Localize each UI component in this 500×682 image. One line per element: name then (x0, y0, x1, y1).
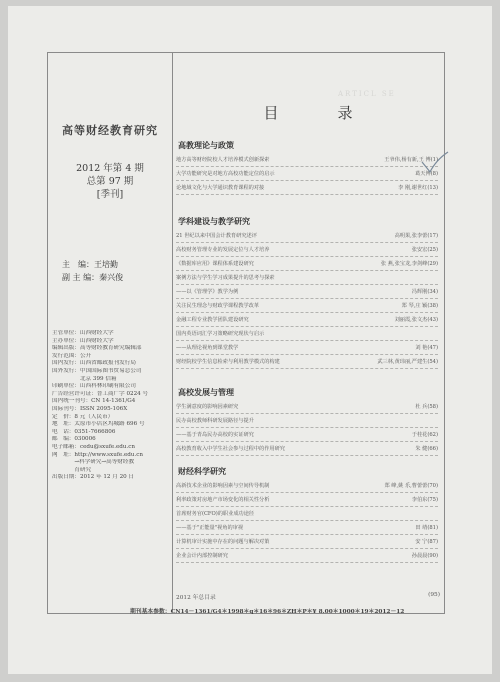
toc-entry-author: 田 靖(81) (415, 525, 438, 531)
toc-rule (176, 492, 438, 493)
toc-entry-title: 企业会计内部控制研究 (176, 553, 228, 559)
toc-entry-title: 案例方法与学生学习成果提升的思考与探索 (176, 275, 275, 281)
toc-rule (176, 194, 438, 195)
toc-entry (176, 260, 438, 269)
pub-info-line: 电子邮箱：cedu@sxufe.edu.cn (52, 443, 135, 450)
toc-entry-title: 金融工程专业教学团队建设研究 (176, 317, 249, 323)
toc-entry-author: 郑 琴,庄 颖(38) (401, 303, 438, 309)
pub-info-line: 定 价：8 元（人民币） (52, 413, 114, 420)
toc-rule (176, 455, 438, 456)
toc-rule (176, 284, 438, 285)
toc-entry-title: 《数据库应用》课程体系建设研究 (176, 261, 254, 267)
pub-info-line: 北京 399 信箱 (52, 375, 117, 382)
toc-rule (176, 520, 438, 521)
index-line (176, 592, 440, 601)
toc-entry-title: 利率政策对房地产市场变化的相关性分析 (176, 497, 270, 503)
toc-entry-author: 刘 艳(47) (415, 345, 438, 351)
toc-entry-title: 首席财务官(CFO)的职业成功途径 (176, 511, 255, 517)
toc-entry (176, 538, 438, 547)
pub-info-line: 编辑出版：高等财经教育研究编辑部 (52, 345, 142, 352)
toc-entry-title: ——以《管理学》教学为例 (176, 289, 239, 295)
toc-entry-title: 民办高校教师科研发展路径与提升 (176, 418, 254, 424)
toc-entry (176, 246, 438, 255)
toc-entry (176, 496, 438, 505)
deputy-editor: 副 主 编：秦兴俊 (62, 273, 124, 282)
toc-entry (176, 403, 438, 412)
issue-type: [季刊] (96, 189, 124, 200)
toc-rule (176, 312, 438, 313)
toc-rule (176, 427, 438, 428)
toc-entry (176, 232, 438, 241)
pub-info-line: 国内发行：山西省邮政报刊发行局 (52, 360, 136, 367)
issue-block (48, 162, 172, 201)
pub-info-line: 广告经营许可证：晋工商广字 0224 号 (52, 390, 149, 397)
toc-entry-title: ——从理论视角到课堂教学 (176, 345, 239, 351)
toc-entry-author: 杜 兵(58) (415, 404, 438, 410)
toc-entry-title: ——基于青岛民办高校的实证研究 (176, 432, 254, 438)
toc-section-heading: 高校发展与管理 (178, 387, 234, 397)
toc-entry (176, 358, 438, 367)
toc-entry-author: 孙晨晨(90) (411, 553, 438, 559)
toc-rule (176, 413, 438, 414)
issue-total: 总第 97 期 (86, 176, 134, 187)
toc-entry-title: 高校财务管理专业的发展定位与人才培养 (176, 247, 270, 253)
toc-entry-title: ——基于"正能量"视角的审视 (176, 525, 244, 531)
editors-block (62, 258, 123, 284)
toc-entry (176, 156, 438, 165)
column-divider (172, 52, 173, 612)
pub-info-line: 网 址：http://www.sxufe.edu.cn (52, 451, 143, 458)
toc-rule (176, 534, 438, 535)
toc-entry-title: 论地域文化与大学通识教育课程的对接 (176, 185, 265, 191)
toc-rule (176, 506, 438, 507)
toc-entry (176, 316, 438, 325)
toc-entry-author: 郑 峰,姚 乐,曹蕾蕾(70) (384, 483, 438, 489)
toc-rule (176, 340, 438, 341)
toc-entry (176, 510, 438, 519)
toc-entry (176, 431, 438, 440)
toc-entry-title: 21 世纪以来中国会计教育研究述评 (176, 233, 257, 239)
toc-title: 目 录 (263, 104, 375, 122)
toc-rule (176, 242, 438, 243)
toc-entry-author: 王爷伟,杨有新,王 博(1) (384, 157, 438, 163)
toc-entry-author: 武三林,黄玮丽,严建生(54) (377, 359, 438, 365)
toc-entry-author: 李伯东(75) (411, 497, 438, 503)
toc-rule (176, 368, 438, 369)
toc-entry-title: 计算机审计实施中存在的问题与解决对策 (176, 539, 270, 545)
journal-parameters: 期刊基本参数：CN14－1361/G4＊1998＊q＊16＊96＊ZH＊P＊¥ 8.00＊1000＊19＊2012－12 (130, 609, 405, 615)
pub-info-line: 邮 编：030006 (52, 436, 96, 443)
pub-info-line: 出版日期：2012 年 12 月 20 日 (52, 474, 135, 481)
toc-entry (176, 302, 438, 311)
journal-info-column (48, 52, 172, 612)
pub-info-line: 主办单位：山西财经大学 (52, 337, 114, 344)
toc-entry-author: 安 宁(87) (415, 539, 438, 545)
toc-entry-title: 大学功能研究是对地方高校功能定位的启示 (176, 171, 275, 177)
toc-entry-title: 财经院校学生信息检索与利用教学模式的构建 (176, 359, 280, 365)
index-page: (95) (428, 592, 440, 598)
toc-entry-title: 高新技术企业的影响因素与空间传导机制 (176, 483, 270, 489)
toc-entry-author: 张 燕,张宝龙,李剑峰(29) (380, 261, 438, 267)
toc-rule (176, 354, 438, 355)
toc-entry-author: 李 刚,谢世红(13) (398, 185, 438, 191)
toc-entry (176, 482, 438, 491)
toc-entry (176, 184, 438, 193)
chief-editor: 主 编：王培勤 (62, 260, 118, 269)
pub-info-line: 电 话：0351-7666806 (52, 428, 116, 435)
toc-entry-title: 关注民生理念与财政学课程教学改革 (176, 303, 260, 309)
toc-entry (176, 344, 438, 353)
toc-entry-author: 葛天博(8) (415, 171, 438, 177)
toc-rule (176, 298, 438, 299)
toc-entry (176, 552, 438, 561)
publication-info (52, 330, 172, 482)
toc-rule (176, 166, 438, 167)
toc-rule (176, 270, 438, 271)
pub-info-line: 印刷单位：山西科林印刷有限公司 (52, 383, 136, 390)
pub-info-line: 主管单位：山西财经大学 (52, 330, 114, 336)
toc-section-heading: 财经科学研究 (178, 466, 226, 476)
toc-rule (176, 256, 438, 257)
toc-entry (176, 445, 438, 454)
toc-entry-author: 朱 健(66) (415, 446, 438, 452)
toc-rule (176, 326, 438, 327)
toc-column (174, 52, 442, 612)
toc-entry (176, 170, 438, 179)
index-label: 2012 年总目录 (176, 595, 216, 601)
toc-entry-author: 高明果,张李蕾(17) (394, 233, 438, 239)
toc-entry-title: 地方高等财经院校人才培养模式创新探索 (176, 157, 270, 163)
toc-rule (176, 548, 438, 549)
pub-info-line: 国内统一刊号：CN 14-1361/G4 (52, 398, 136, 405)
toc-rule (176, 441, 438, 442)
issue-year: 2012 年第 4 期 (76, 163, 144, 174)
toc-entry-author: 刘丽霞,张文杰(43) (394, 317, 438, 323)
pub-info-line: 发行范围：公开 (52, 352, 92, 359)
toc-entry (176, 274, 438, 283)
toc-entry-title: 学生满意度的影响因素研究 (176, 404, 239, 410)
toc-entry (176, 330, 438, 339)
toc-section-heading: 学科建设与教学研究 (178, 216, 250, 226)
toc-entry-title: 国内英语词汇学习策略研究现状与启示 (176, 331, 265, 337)
journal-title: 高等财经教育研究 (62, 124, 158, 137)
handwritten-check-mark (420, 150, 450, 176)
toc-entry-author: 冯辉刚(34) (411, 289, 438, 295)
toc-entry-author: 于桂花(62) (411, 432, 438, 438)
pub-info-line: 国际刊号：ISSN 2095-106X (52, 405, 128, 412)
pub-info-line: 地 址：太原市小店区坞城路 696 号 (52, 421, 145, 428)
toc-entry (176, 288, 438, 297)
pub-info-line: 育研究 (52, 466, 92, 473)
bleed-through-text: ARTICL SE (338, 90, 396, 98)
toc-rule (176, 180, 438, 181)
pub-info-line: →科学研究→高等财经教 (52, 459, 135, 466)
toc-entry-author: 张安宏(25) (411, 247, 438, 253)
toc-entry-title: 高校教育收入中学生社会参与过程中的作用研究 (176, 446, 285, 452)
toc-entry (176, 524, 438, 533)
toc-entry (176, 417, 438, 426)
pub-info-line: 国外发行：中国国际图书贸易总公司 (52, 367, 142, 374)
toc-rule (176, 562, 438, 563)
toc-section-heading: 高教理论与政策 (178, 140, 234, 150)
